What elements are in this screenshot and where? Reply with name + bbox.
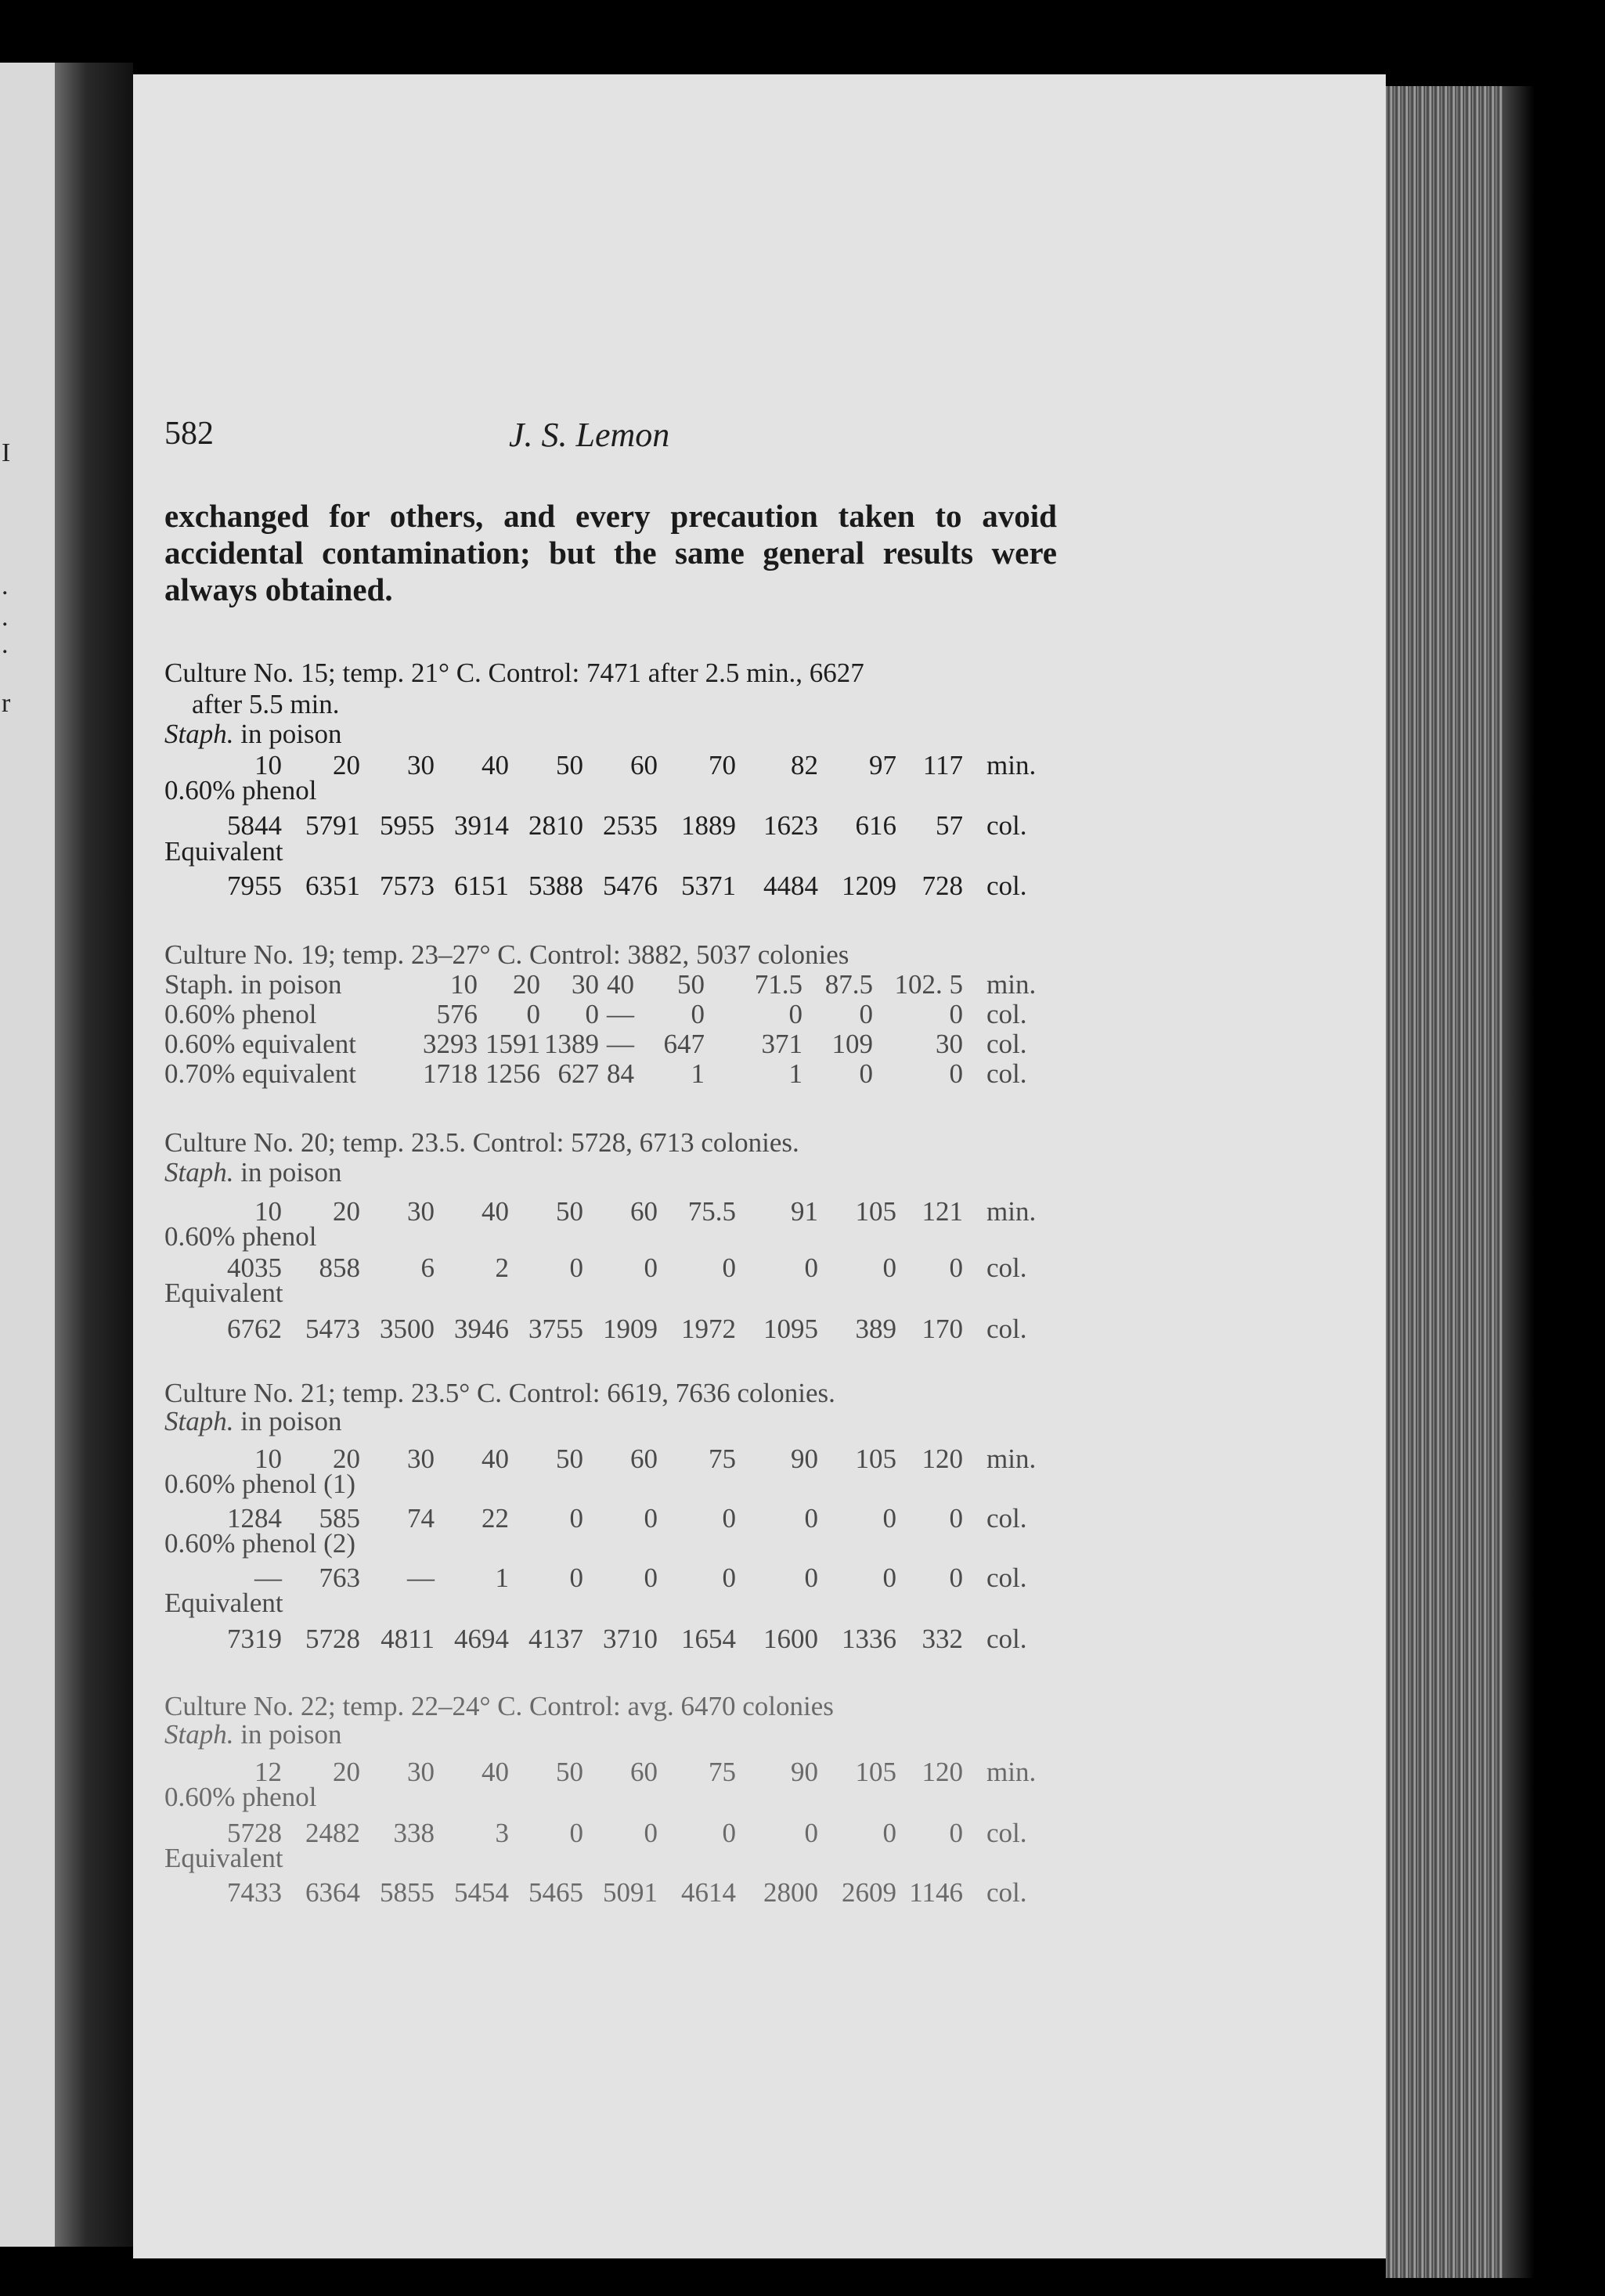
table-cell: 0 bbox=[882, 1563, 896, 1593]
table-cell: 1256 bbox=[485, 1058, 540, 1089]
culture-21-phenol2-row: col. — 763 — 1 0 0 0 0 0 0 bbox=[254, 1563, 1027, 1593]
table-cell: — bbox=[607, 999, 634, 1029]
culture-19-row: Staph. in poison min. 10 20 30 40 50 71.5 87.5 102. 5 bbox=[164, 969, 1037, 1000]
table-cell: 5473 bbox=[305, 1314, 360, 1344]
table-cell: 5388 bbox=[528, 870, 583, 901]
facing-page-char: . bbox=[2, 630, 9, 659]
table-cell: 616 bbox=[855, 810, 896, 841]
table-cell: 4484 bbox=[763, 870, 818, 901]
table-cell: 0 bbox=[569, 1253, 583, 1283]
table-cell: 1 bbox=[691, 1058, 705, 1089]
table-cell: 2800 bbox=[763, 1877, 818, 1908]
table-cell: 0 bbox=[804, 1563, 818, 1593]
facing-page-char: . bbox=[2, 603, 9, 632]
table-cell: 75.5 bbox=[687, 1196, 736, 1227]
table-cell: 0 bbox=[569, 1503, 583, 1534]
culture-21-table bbox=[164, 1378, 1049, 1660]
table-cell: 1591 bbox=[485, 1029, 540, 1059]
culture-20-times-row: min. 10 20 30 40 50 60 75.5 91 105 121 bbox=[254, 1196, 1037, 1227]
table-cell: 858 bbox=[319, 1253, 360, 1283]
table-cell: 3946 bbox=[454, 1314, 509, 1344]
table-cell: 0 bbox=[804, 1818, 818, 1848]
facing-page-char: . bbox=[2, 571, 9, 600]
culture-22-heading: Culture No. 22; temp. 22–24° C. Control: avg. 6470 colonies bbox=[164, 1691, 834, 1721]
culture-22-phenol-label: 0.60% phenol bbox=[164, 1782, 317, 1812]
table-cell: 50 bbox=[556, 1757, 583, 1787]
table-cell: — bbox=[407, 1563, 435, 1593]
culture-20-phenol-row: col. 4035 858 6 2 0 0 0 0 0 0 bbox=[227, 1253, 1027, 1283]
table-cell: 1095 bbox=[763, 1314, 818, 1344]
table-cell: 1654 bbox=[681, 1624, 736, 1654]
table-cell: 75 bbox=[709, 1444, 736, 1474]
table-cell: 30 bbox=[407, 1757, 435, 1787]
table-cell: 20 bbox=[333, 1444, 360, 1474]
table-cell: 30 bbox=[407, 750, 435, 780]
table-cell: 0 bbox=[882, 1253, 896, 1283]
table-cell: 0 bbox=[585, 999, 599, 1029]
culture-19-table bbox=[164, 939, 1049, 1096]
table-cell: 4811 bbox=[381, 1624, 435, 1654]
table-cell: 5371 bbox=[681, 870, 736, 901]
table-cell: 70 bbox=[709, 750, 736, 780]
table-cell: 0 bbox=[804, 1253, 818, 1283]
table-cell: 3755 bbox=[528, 1314, 583, 1344]
table-cell: 12 bbox=[254, 1757, 282, 1787]
table-cell: 170 bbox=[922, 1314, 963, 1344]
table-cell: 7433 bbox=[227, 1877, 282, 1908]
culture-21-heading: Culture No. 21; temp. 23.5° C. Control: 6619, 7636 colonies. bbox=[164, 1378, 835, 1408]
table-cell: 1623 bbox=[763, 810, 818, 841]
culture-21-phenol1-row: col. 1284 585 74 22 0 0 0 0 0 0 bbox=[227, 1503, 1027, 1534]
table-cell: 2609 bbox=[842, 1877, 896, 1908]
culture-21-staph-label: Staph. in poison bbox=[164, 1406, 342, 1436]
table-cell: 1718 bbox=[423, 1058, 478, 1089]
table-cell: 5728 bbox=[227, 1818, 282, 1848]
table-cell: 5476 bbox=[603, 870, 658, 901]
culture-22-staph-label: Staph. in poison bbox=[164, 1719, 342, 1750]
table-cell: 0 bbox=[949, 1058, 963, 1089]
culture-22-equiv-label: Equivalent bbox=[164, 1843, 283, 1873]
table-cell: 97 bbox=[869, 750, 896, 780]
table-cell: 10 bbox=[254, 1444, 282, 1474]
table-cell: 4035 bbox=[227, 1253, 282, 1283]
table-cell: 10 bbox=[450, 969, 478, 1000]
culture-21-equiv-row: col. 7319 5728 4811 4694 4137 3710 1654 1600 1336 332 bbox=[227, 1624, 1027, 1654]
table-cell: 6151 bbox=[454, 870, 509, 901]
book-edge-shadow bbox=[1503, 86, 1535, 2278]
table-cell: 2535 bbox=[603, 810, 658, 841]
table-cell: 87.5 bbox=[824, 969, 873, 1000]
table-cell: 0 bbox=[859, 999, 873, 1029]
table-cell: 57 bbox=[936, 810, 963, 841]
table-cell: 50 bbox=[556, 1444, 583, 1474]
table-cell: 0 bbox=[722, 1563, 736, 1593]
table-cell: 40 bbox=[482, 1757, 509, 1787]
table-cell: 338 bbox=[393, 1818, 435, 1848]
table-cell: 728 bbox=[922, 870, 963, 901]
table-cell: 50 bbox=[556, 750, 583, 780]
table-cell: 10 bbox=[254, 1196, 282, 1227]
table-cell: 5855 bbox=[380, 1877, 435, 1908]
table-cell: 10 bbox=[254, 750, 282, 780]
table-cell: 5454 bbox=[454, 1877, 509, 1908]
table-cell: 84 bbox=[607, 1058, 634, 1089]
culture-19-row: 0.60% equivalent col. 3293 1591 1389 — 647 371 109 30 bbox=[164, 1029, 1027, 1059]
table-cell: 4614 bbox=[681, 1877, 736, 1908]
table-cell: 40 bbox=[482, 750, 509, 780]
culture-22-times-row: min. 12 20 30 40 50 60 75 90 105 120 bbox=[254, 1757, 1037, 1787]
table-cell: 6364 bbox=[305, 1877, 360, 1908]
table-cell: 1600 bbox=[763, 1624, 818, 1654]
table-cell: 40 bbox=[482, 1196, 509, 1227]
table-cell: 1389 bbox=[544, 1029, 599, 1059]
culture-20-table bbox=[164, 1127, 1049, 1346]
culture-22-phenol-row: col. 5728 2482 338 3 0 0 0 0 0 0 bbox=[227, 1818, 1027, 1848]
culture-15-equiv-row: col. 7955 6351 7573 6151 5388 5476 5371 4484 1209 728 bbox=[227, 870, 1027, 901]
table-cell: 0 bbox=[722, 1253, 736, 1283]
table-cell: 20 bbox=[513, 969, 540, 1000]
table-cell: 1336 bbox=[842, 1624, 896, 1654]
table-cell: 22 bbox=[482, 1503, 509, 1534]
table-cell: 1 bbox=[495, 1563, 509, 1593]
table-cell: 0 bbox=[644, 1503, 658, 1534]
facing-page-char: I bbox=[2, 438, 11, 467]
table-cell: 0 bbox=[804, 1503, 818, 1534]
table-cell: 60 bbox=[630, 750, 658, 780]
culture-20-phenol-label: 0.60% phenol bbox=[164, 1221, 317, 1252]
running-head: J. S. Lemon bbox=[509, 416, 670, 454]
culture-21-phenol2-label: 0.60% phenol (2) bbox=[164, 1528, 355, 1559]
table-cell: 2810 bbox=[528, 810, 583, 841]
table-cell: 30 bbox=[936, 1029, 963, 1059]
table-cell: 0 bbox=[691, 999, 705, 1029]
culture-15-equiv-label: Equivalent bbox=[164, 836, 283, 867]
table-cell: 0 bbox=[526, 999, 540, 1029]
table-cell: 371 bbox=[761, 1029, 802, 1059]
culture-20-staph-label: Staph. in poison bbox=[164, 1157, 342, 1188]
culture-15-heading: Culture No. 15; temp. 21° C. Control: 7471 after 2.5 min., 6627 bbox=[164, 658, 864, 688]
table-cell: 0 bbox=[949, 1503, 963, 1534]
table-cell: 3293 bbox=[423, 1029, 478, 1059]
culture-20-equiv-row: col. 6762 5473 3500 3946 3755 1909 1972 1095 389 170 bbox=[227, 1314, 1027, 1344]
culture-15-table bbox=[164, 658, 1049, 908]
culture-19-row: 0.60% phenol col. 576 0 0 — 0 0 0 0 bbox=[164, 999, 1027, 1029]
table-cell: 0 bbox=[722, 1503, 736, 1534]
table-cell: 0 bbox=[949, 1253, 963, 1283]
table-cell: 5728 bbox=[305, 1624, 360, 1654]
table-cell: 121 bbox=[922, 1196, 963, 1227]
table-cell: 7955 bbox=[227, 870, 282, 901]
table-cell: 1889 bbox=[681, 810, 736, 841]
table-cell: 40 bbox=[607, 969, 634, 1000]
table-cell: 0 bbox=[644, 1253, 658, 1283]
table-cell: 6 bbox=[420, 1253, 435, 1283]
table-cell: 332 bbox=[922, 1624, 963, 1654]
table-cell: 5091 bbox=[603, 1877, 658, 1908]
table-cell: 60 bbox=[630, 1757, 658, 1787]
table-cell: 6351 bbox=[305, 870, 360, 901]
table-cell: 3 bbox=[495, 1818, 509, 1848]
table-cell: 0 bbox=[644, 1563, 658, 1593]
table-cell: 3710 bbox=[603, 1624, 658, 1654]
table-cell: 5791 bbox=[305, 810, 360, 841]
table-cell: 585 bbox=[319, 1503, 360, 1534]
intro-paragraph: exchanged for others, and every precaution taken to avoid accidental contamination; but the same general results were always obtained. bbox=[164, 498, 1057, 607]
table-cell: 60 bbox=[630, 1444, 658, 1474]
table-cell: 105 bbox=[855, 1196, 896, 1227]
table-cell: 90 bbox=[791, 1444, 818, 1474]
table-cell: 30 bbox=[572, 969, 599, 1000]
table-cell: 5955 bbox=[380, 810, 435, 841]
table-cell: 0 bbox=[644, 1818, 658, 1848]
culture-20-equiv-label: Equivalent bbox=[164, 1278, 283, 1308]
table-cell: 0 bbox=[949, 1563, 963, 1593]
table-cell: 4137 bbox=[528, 1624, 583, 1654]
table-cell: 2482 bbox=[305, 1818, 360, 1848]
facing-page bbox=[0, 63, 55, 2247]
table-cell: 1284 bbox=[227, 1503, 282, 1534]
table-cell: 0 bbox=[569, 1563, 583, 1593]
table-cell: 30 bbox=[407, 1444, 435, 1474]
table-cell: — bbox=[254, 1563, 282, 1593]
table-cell: 20 bbox=[333, 1757, 360, 1787]
book-gutter bbox=[55, 63, 133, 2247]
culture-15-times-row: min. 10 20 30 40 50 60 70 82 97 117 bbox=[254, 750, 1037, 780]
table-cell: 105 bbox=[855, 1444, 896, 1474]
table-cell: 50 bbox=[677, 969, 705, 1000]
table-cell: 105 bbox=[855, 1757, 896, 1787]
table-cell: 120 bbox=[922, 1757, 963, 1787]
table-cell: 647 bbox=[663, 1029, 705, 1059]
table-cell: 0 bbox=[949, 999, 963, 1029]
culture-21-equiv-label: Equivalent bbox=[164, 1588, 283, 1618]
culture-15-phenol-label: 0.60% phenol bbox=[164, 775, 317, 806]
table-cell: — bbox=[607, 1029, 634, 1059]
table-cell: 0 bbox=[859, 1058, 873, 1089]
table-cell: 6762 bbox=[227, 1314, 282, 1344]
table-cell: 0 bbox=[569, 1818, 583, 1848]
table-cell: 75 bbox=[709, 1757, 736, 1787]
book-fore-edge bbox=[1386, 86, 1503, 2278]
table-cell: 71.5 bbox=[754, 969, 802, 1000]
table-cell: 1146 bbox=[909, 1877, 963, 1908]
culture-21-phenol1-label: 0.60% phenol (1) bbox=[164, 1469, 355, 1499]
table-cell: 5465 bbox=[528, 1877, 583, 1908]
table-cell: 20 bbox=[333, 750, 360, 780]
culture-15-staph-label: Staph. in poison bbox=[164, 719, 342, 749]
table-cell: 0 bbox=[949, 1818, 963, 1848]
table-cell: 50 bbox=[556, 1196, 583, 1227]
table-cell: 627 bbox=[557, 1058, 599, 1089]
table-cell: 2 bbox=[495, 1253, 509, 1283]
table-cell: 4694 bbox=[454, 1624, 509, 1654]
table-cell: 1909 bbox=[603, 1314, 658, 1344]
culture-22-table bbox=[164, 1691, 1049, 1918]
culture-19-row: 0.70% equivalent col. 1718 1256 627 84 1 1 0 0 bbox=[164, 1058, 1027, 1089]
facing-page-char: r bbox=[2, 689, 11, 718]
culture-19-heading: Culture No. 19; temp. 23–27° C. Control: 3882, 5037 colonies bbox=[164, 939, 849, 970]
culture-15-phenol-row: col. 5844 5791 5955 3914 2810 2535 1889 1623 616 57 bbox=[227, 810, 1027, 841]
table-cell: 1 bbox=[788, 1058, 802, 1089]
table-cell: 74 bbox=[407, 1503, 435, 1534]
table-cell: 7319 bbox=[227, 1624, 282, 1654]
table-cell: 109 bbox=[831, 1029, 873, 1059]
page-number: 582 bbox=[164, 416, 214, 452]
culture-15-heading-cont: after 5.5 min. bbox=[192, 689, 340, 719]
table-cell: 0 bbox=[788, 999, 802, 1029]
table-cell: 1209 bbox=[842, 870, 896, 901]
table-cell: 120 bbox=[922, 1444, 963, 1474]
table-cell: 389 bbox=[855, 1314, 896, 1344]
table-cell: 30 bbox=[407, 1196, 435, 1227]
table-cell: 0 bbox=[882, 1503, 896, 1534]
table-cell: 1972 bbox=[681, 1314, 736, 1344]
table-cell: 82 bbox=[791, 750, 818, 780]
table-cell: 763 bbox=[319, 1563, 360, 1593]
table-cell: 3500 bbox=[380, 1314, 435, 1344]
culture-22-equiv-row: col. 7433 6364 5855 5454 5465 5091 4614 2800 2609 1146 bbox=[227, 1877, 1027, 1908]
culture-20-heading: Culture No. 20; temp. 23.5. Control: 5728, 6713 colonies. bbox=[164, 1127, 799, 1158]
table-cell: 3914 bbox=[454, 810, 509, 841]
table-cell: 102. 5 bbox=[894, 969, 963, 1000]
table-cell: 40 bbox=[482, 1444, 509, 1474]
table-cell: 576 bbox=[436, 999, 478, 1029]
table-cell: 0 bbox=[882, 1818, 896, 1848]
table-cell: 91 bbox=[791, 1196, 818, 1227]
table-cell: 60 bbox=[630, 1196, 658, 1227]
table-cell: 20 bbox=[333, 1196, 360, 1227]
table-cell: 90 bbox=[791, 1757, 818, 1787]
table-cell: 5844 bbox=[227, 810, 282, 841]
table-cell: 117 bbox=[922, 750, 963, 780]
culture-21-times-row: min. 10 20 30 40 50 60 75 90 105 120 bbox=[254, 1444, 1037, 1474]
table-cell: 0 bbox=[722, 1818, 736, 1848]
table-cell: 7573 bbox=[380, 870, 435, 901]
